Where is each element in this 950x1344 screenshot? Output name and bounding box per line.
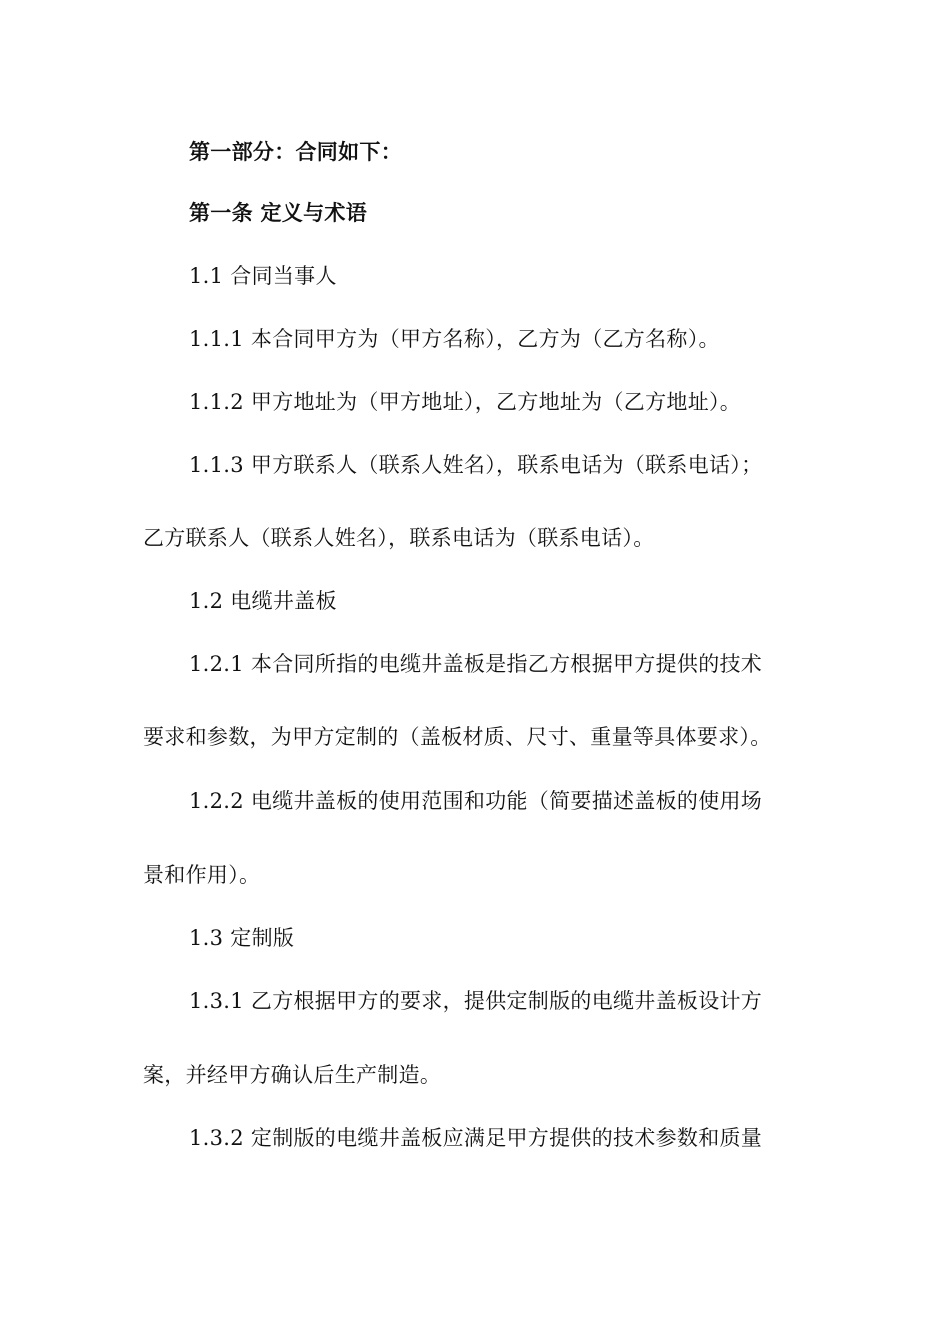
article-heading: 第一条 定义与术语 <box>189 201 368 225</box>
clause-1-1-2: 1.1.2 甲方地址为（甲方地址），乙方地址为（乙方地址）。 <box>189 390 742 414</box>
clause-1-2-2-line-1: 1.2.2 电缆井盖板的使用范围和功能（简要描述盖板的使用场 <box>189 789 763 813</box>
clause-1-2-1-line-1: 1.2.1 本合同所指的电缆井盖板是指乙方根据甲方提供的技术 <box>189 652 763 676</box>
clause-1-3-2-line-1: 1.3.2 定制版的电缆井盖板应满足甲方提供的技术参数和质量 <box>189 1126 763 1150</box>
clause-1-3-1-line-2: 案，并经甲方确认后生产制造。 <box>143 1063 442 1087</box>
clause-1-1-3-line-2: 乙方联系人（联系人姓名），联系电话为（联系电话）。 <box>143 526 655 550</box>
clause-1-1-1: 1.1.1 本合同甲方为（甲方名称），乙方为（乙方名称）。 <box>189 327 720 351</box>
section-1-2-title: 1.2 电缆井盖板 <box>189 589 337 613</box>
clause-1-2-1-line-2: 要求和参数，为甲方定制的（盖板材质、尺寸、重量等具体要求）。 <box>143 725 772 749</box>
part-heading: 第一部分：合同如下： <box>189 140 402 164</box>
clause-1-1-3-line-1: 1.1.3 甲方联系人（联系人姓名），联系电话为（联系电话）； <box>189 453 763 477</box>
section-1-3-title: 1.3 定制版 <box>189 926 295 950</box>
clause-1-2-2-line-2: 景和作用）。 <box>143 863 261 887</box>
clause-1-3-1-line-1: 1.3.1 乙方根据甲方的要求，提供定制版的电缆井盖板设计方 <box>189 989 763 1013</box>
section-1-1-title: 1.1 合同当事人 <box>189 264 337 288</box>
